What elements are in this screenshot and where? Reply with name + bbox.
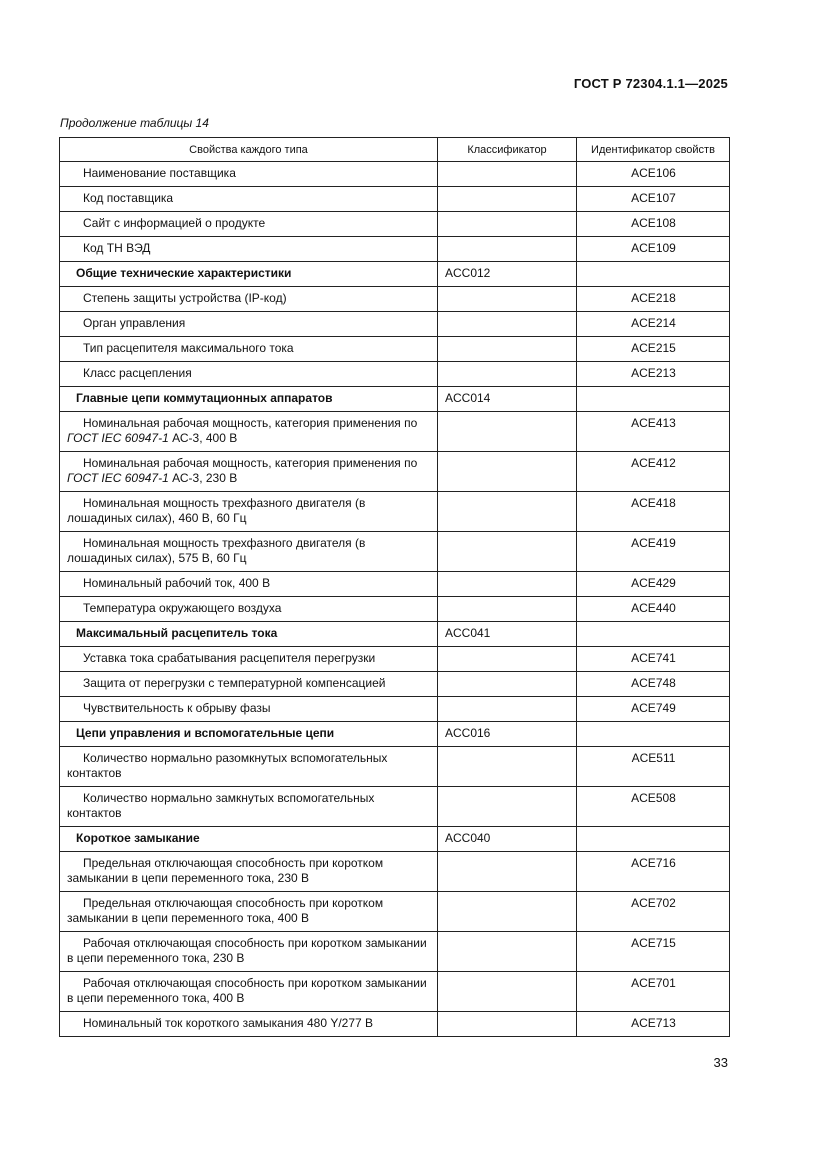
table-continuation-caption: Продолжение таблицы 14 <box>60 116 209 130</box>
table-row <box>60 532 730 572</box>
classifier-cell <box>438 412 577 452</box>
column-header-classifier: Классификатор <box>438 138 577 162</box>
property-text: Короткое замыкание <box>76 831 200 845</box>
classifier-cell <box>438 452 577 492</box>
group-heading <box>60 262 438 287</box>
identifier-cell: ACE412 <box>577 452 730 492</box>
table-row <box>60 697 730 722</box>
property-name <box>60 787 438 827</box>
property-text: Номинальный ток короткого замыкания 480 Y/277 В <box>83 1016 374 1030</box>
property-name <box>60 492 438 532</box>
identifier-cell <box>577 387 730 412</box>
identifier-cell: ACE511 <box>577 747 730 787</box>
property-name <box>60 162 438 187</box>
property-name <box>60 212 438 237</box>
table-header-row <box>60 138 730 162</box>
column-header-properties: Свойства каждого типа <box>60 138 438 162</box>
property-text: Цепи управления и вспомогательные цепи <box>76 726 335 740</box>
classifier-cell: ACC040 <box>438 827 577 852</box>
table-row <box>60 452 730 492</box>
property-name <box>60 597 438 622</box>
property-name <box>60 852 438 892</box>
identifier-cell: ACE213 <box>577 362 730 387</box>
column-header-identifier: Идентификатор свойств <box>577 138 730 162</box>
identifier-cell: ACE508 <box>577 787 730 827</box>
table-group-row <box>60 827 730 852</box>
classifier-cell <box>438 532 577 572</box>
classifier-cell <box>438 647 577 672</box>
classifier-cell <box>438 572 577 597</box>
property-text: Уставка тока срабатывания расцепителя перегрузки <box>83 651 376 665</box>
property-text: Номинальная мощность трехфазного двигателя (в лошадиных силах), 575 В, 60 Гц <box>67 536 366 565</box>
property-name <box>60 362 438 387</box>
table-row <box>60 312 730 337</box>
table-row <box>60 852 730 892</box>
property-text: Общие технические характеристики <box>76 266 292 280</box>
classifier-cell <box>438 362 577 387</box>
property-name <box>60 932 438 972</box>
classifier-cell <box>438 162 577 187</box>
property-text: Степень защиты устройства (IP-код) <box>83 291 287 305</box>
table-group-row <box>60 622 730 647</box>
classifier-cell <box>438 892 577 932</box>
table-row <box>60 412 730 452</box>
property-name <box>60 747 438 787</box>
table-row <box>60 1012 730 1037</box>
classifier-cell <box>438 787 577 827</box>
classifier-cell <box>438 852 577 892</box>
identifier-cell: ACE419 <box>577 532 730 572</box>
table-row <box>60 492 730 532</box>
classifier-cell <box>438 697 577 722</box>
table-row <box>60 972 730 1012</box>
classifier-cell <box>438 672 577 697</box>
identifier-cell: ACE749 <box>577 697 730 722</box>
property-name <box>60 287 438 312</box>
group-heading <box>60 387 438 412</box>
table-row <box>60 337 730 362</box>
identifier-cell: ACE413 <box>577 412 730 452</box>
property-name <box>60 412 438 452</box>
table-row <box>60 932 730 972</box>
table-row <box>60 672 730 697</box>
identifier-cell: ACE108 <box>577 212 730 237</box>
identifier-cell <box>577 827 730 852</box>
identifier-cell: ACE218 <box>577 287 730 312</box>
identifier-cell: ACE716 <box>577 852 730 892</box>
property-text <box>67 416 431 446</box>
table-row <box>60 287 730 312</box>
property-name <box>60 1012 438 1037</box>
identifier-cell: ACE701 <box>577 972 730 1012</box>
property-name <box>60 892 438 932</box>
property-name <box>60 672 438 697</box>
page-number: 33 <box>713 1055 728 1070</box>
group-heading <box>60 622 438 647</box>
table-row <box>60 647 730 672</box>
property-name <box>60 452 438 492</box>
classifier-cell <box>438 747 577 787</box>
identifier-cell <box>577 722 730 747</box>
property-text: Тип расцепителя максимального тока <box>83 341 294 355</box>
group-heading <box>60 827 438 852</box>
property-text: Орган управления <box>83 316 186 330</box>
property-text: Сайт с информацией о продукте <box>83 216 266 230</box>
property-text: Предельная отключающая способность при коротком замыкании в цепи переменного тока, 400 В <box>67 896 384 925</box>
identifier-cell <box>577 262 730 287</box>
property-text: Номинальный рабочий ток, 400 В <box>83 576 271 590</box>
classifier-cell: ACC014 <box>438 387 577 412</box>
classifier-cell <box>438 1012 577 1037</box>
identifier-cell: ACE713 <box>577 1012 730 1037</box>
table-group-row <box>60 262 730 287</box>
identifier-cell: ACE109 <box>577 237 730 262</box>
identifier-cell: ACE418 <box>577 492 730 532</box>
identifier-cell: ACE106 <box>577 162 730 187</box>
property-text <box>67 456 431 486</box>
table-row <box>60 187 730 212</box>
property-text-pre: Номинальная рабочая мощность, категория применения по <box>83 456 418 470</box>
table-group-row <box>60 387 730 412</box>
classifier-cell <box>438 212 577 237</box>
property-text: Температура окружающего воздуха <box>83 601 282 615</box>
property-name <box>60 312 438 337</box>
property-name <box>60 187 438 212</box>
property-name <box>60 697 438 722</box>
property-text: Главные цепи коммутационных аппаратов <box>76 391 333 405</box>
classifier-cell <box>438 287 577 312</box>
property-name <box>60 532 438 572</box>
property-text-post: АС-3, 230 В <box>168 471 238 485</box>
table-body <box>60 162 730 1037</box>
property-text: Количество нормально разомкнутых вспомогательных контактов <box>67 751 388 780</box>
identifier-cell <box>577 622 730 647</box>
properties-table <box>59 137 730 1037</box>
classifier-cell: ACC041 <box>438 622 577 647</box>
identifier-cell: ACE702 <box>577 892 730 932</box>
property-text: Количество нормально замкнутых вспомогательных контактов <box>67 791 375 820</box>
property-text: Защита от перегрузки с температурной компенсацией <box>83 676 386 690</box>
identifier-cell: ACE715 <box>577 932 730 972</box>
table-row <box>60 597 730 622</box>
table-row <box>60 747 730 787</box>
property-text: Рабочая отключающая способность при коротком замыкании в цепи переменного тока, 400 В <box>67 976 427 1005</box>
table-row <box>60 787 730 827</box>
property-text: Предельная отключающая способность при коротком замыкании в цепи переменного тока, 230 В <box>67 856 384 885</box>
table-row <box>60 362 730 387</box>
classifier-cell <box>438 932 577 972</box>
property-text-pre: Номинальная рабочая мощность, категория применения по <box>83 416 418 430</box>
property-text: Код ТН ВЭД <box>83 241 151 255</box>
table-row <box>60 162 730 187</box>
property-text-post: АС-3, 400 В <box>168 431 238 445</box>
table-group-row <box>60 722 730 747</box>
classifier-cell: ACC016 <box>438 722 577 747</box>
property-text: Максимальный расцепитель тока <box>76 626 278 640</box>
standard-reference: ГОСТ IEC 60947-1 <box>67 471 169 485</box>
property-name <box>60 972 438 1012</box>
classifier-cell <box>438 337 577 362</box>
table-row <box>60 572 730 597</box>
identifier-cell: ACE214 <box>577 312 730 337</box>
property-text: Код поставщика <box>83 191 174 205</box>
identifier-cell: ACE107 <box>577 187 730 212</box>
classifier-cell: ACC012 <box>438 262 577 287</box>
identifier-cell: ACE748 <box>577 672 730 697</box>
document-header: ГОСТ Р 72304.1.1—2025 <box>573 76 728 91</box>
classifier-cell <box>438 492 577 532</box>
property-text: Чувствительность к обрыву фазы <box>83 701 271 715</box>
property-text: Рабочая отключающая способность при коротком замыкании в цепи переменного тока, 230 В <box>67 936 427 965</box>
classifier-cell <box>438 312 577 337</box>
property-text: Наименование поставщика <box>83 166 236 180</box>
table-row <box>60 892 730 932</box>
property-name <box>60 237 438 262</box>
identifier-cell: ACE440 <box>577 597 730 622</box>
classifier-cell <box>438 187 577 212</box>
classifier-cell <box>438 972 577 1012</box>
identifier-cell: ACE429 <box>577 572 730 597</box>
identifier-cell: ACE741 <box>577 647 730 672</box>
table-row <box>60 237 730 262</box>
property-text: Номинальная мощность трехфазного двигателя (в лошадиных силах), 460 В, 60 Гц <box>67 496 366 525</box>
group-heading <box>60 722 438 747</box>
property-name <box>60 572 438 597</box>
property-text: Класс расцепления <box>83 366 192 380</box>
property-name <box>60 647 438 672</box>
property-name <box>60 337 438 362</box>
identifier-cell: ACE215 <box>577 337 730 362</box>
classifier-cell <box>438 237 577 262</box>
table-row <box>60 212 730 237</box>
standard-reference: ГОСТ IEC 60947-1 <box>67 431 169 445</box>
classifier-cell <box>438 597 577 622</box>
